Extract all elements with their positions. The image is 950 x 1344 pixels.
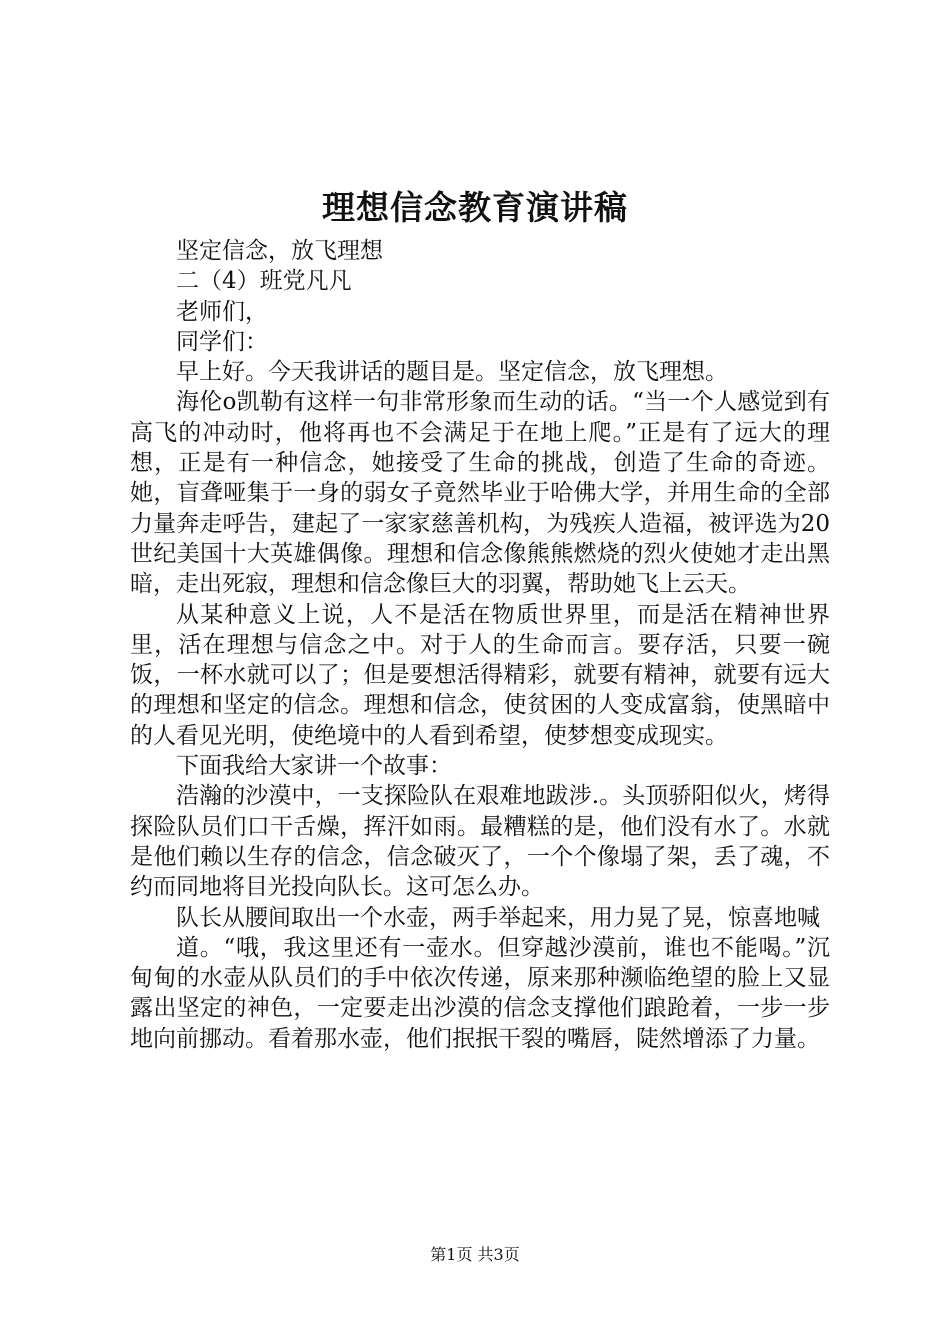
paragraph-desert: 浩瀚的沙漠中，一支探险队在艰难地跋涉.。头顶骄阳似火，烤得探险队员们口干舌燥，挥汗如雨。最糟糕的是，他们没有水了。水就是他们赖以生存的信念，信念破灭了，一个个像塌了架，丢了魂，不约而同地将目光投向队长。这可怎么办。 [130, 783, 830, 901]
paragraph-greeting-teachers: 老师们， [176, 298, 268, 325]
page-number-footer: 第1页 共3页 [430, 1245, 520, 1264]
paragraph-helen-keller: 海伦o凯勒有这样一句非常形象而生动的话。“当一个人感觉到有高飞的冲动时，他将再也不会满足于在地上爬。”正是有了远大的理想，正是有一种信念，她接受了生命的挑战，创造了生命的奇迹。她，盲聋哑集于一身的弱女子竟然毕业于哈佛大学，并用生命的全部力量奔走呼告，建起了一家家慈善机构，为残疾人造福，被评选为20世纪美国十大英雄偶像。理想和信念像熊熊燃烧的烈火使她才走出黑暗，走出死寂，理想和信念像巨大的羽翼，帮助她飞上云天。 [130, 389, 830, 598]
document-body [130, 236, 830, 1054]
paragraph-greeting-students: 同学们： [176, 328, 268, 355]
paragraph-author: 二（4）班党凡凡 [176, 268, 352, 295]
paragraph-spiritual-world: 从某种意义上说，人不是活在物质世界里，而是活在精神世界里，活在理想与信念之中。对于人的生命而言。要存活，只要一碗饭，一杯水就可以了；但是要想活得精彩，就要有精神，就要有远大的理想和坚定的信念。理想和信念，使贫困的人变成富翁，使黑暗中的人看见光明，使绝境中的人看到希望，使梦想变成现实。 [130, 601, 830, 749]
paragraph-opening: 早上好。今天我讲话的题目是。坚定信念，放飞理想。 [176, 359, 728, 386]
document-title: 理想信念教育演讲稿 [322, 188, 628, 227]
paragraph-water-bottle: 道。“哦，我这里还有一壶水。但穿越沙漠前，谁也不能喝。”沉甸甸的水壶从队员们的手中依次传递，原来那种濒临绝望的脸上又显露出坚定的神色，一定要走出沙漠的信念支撑他们踉跄着，一步一步地向前挪动。看着那水壶，他们抿抿干裂的嘴唇，陡然增添了力量。 [130, 934, 830, 1052]
paragraph-captain: 队长从腰间取出一个水壶，两手举起来，用力晃了晃，惊喜地喊 [176, 904, 820, 931]
paragraph-subtitle: 坚定信念，放飞理想 [176, 238, 383, 264]
paragraph-story-intro: 下面我给大家讲一个故事： [176, 753, 452, 780]
